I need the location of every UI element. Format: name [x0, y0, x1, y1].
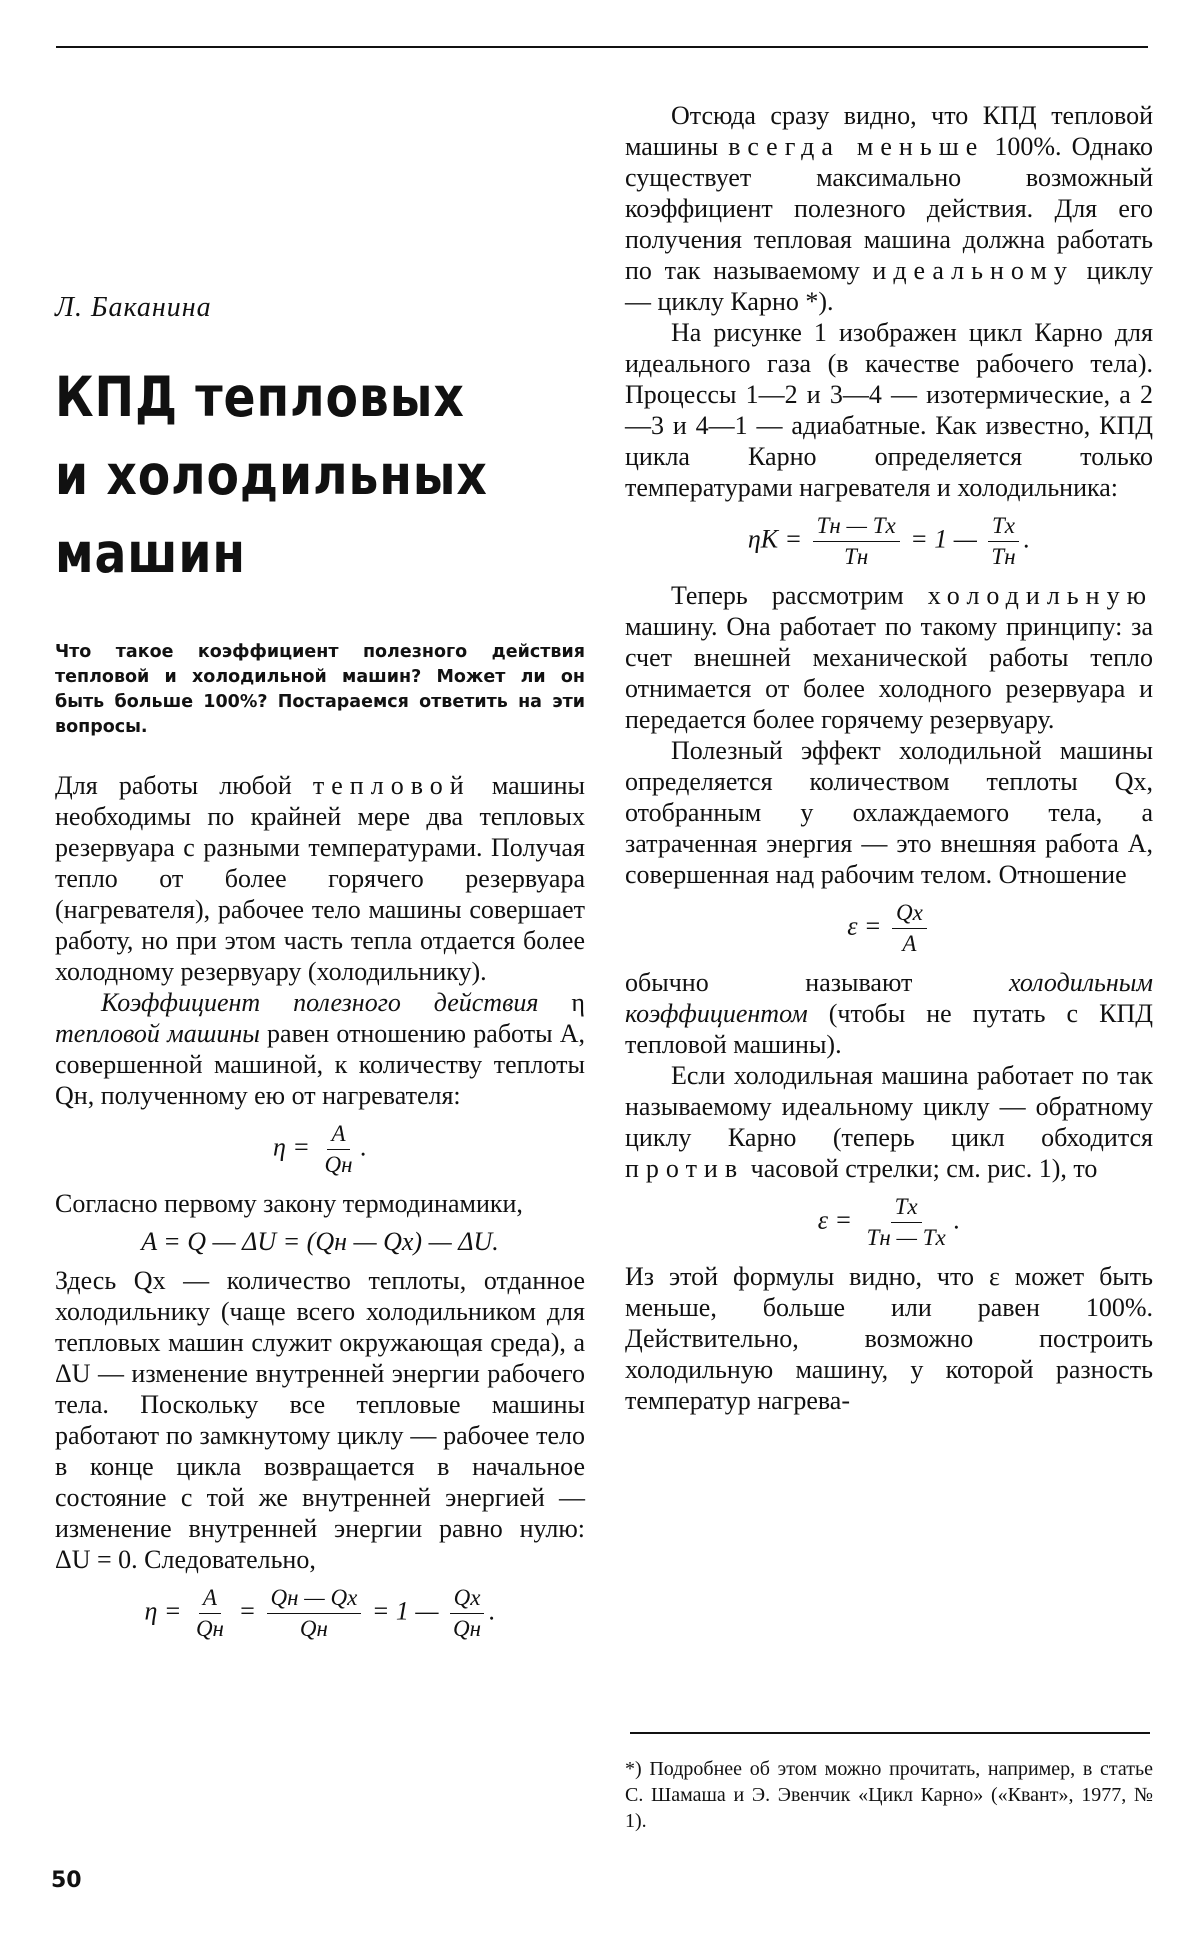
- footnote-rule: [630, 1732, 1150, 1734]
- paragraph: Коэффициент полезного действия η тепловой машины равен отношению работы A, совершенной машиной, к количеству теплоты Qн, полученному ею от нагревателя:: [55, 988, 586, 1110]
- paragraph: обычно называют холодильным коэффициентом (чтобы не путать с КПД тепловой машины).: [625, 968, 1153, 1059]
- formula-ideal-cooling: ε = $\frac{Tх}{Tн — Tх}$ .: [817, 1194, 961, 1250]
- paragraph: Отсюда сразу видно, что КПД тепловой машины всегда меньше 100%. Однако существует максимально возможный коэффициент полезного действия. Для его получения тепловая машина должна работать по так называемому идеальному циклу — циклу Карно *).: [625, 101, 1153, 316]
- title-line-3: машин: [55, 521, 246, 585]
- formula-carnot-efficiency: ηК = $\frac{Tн — Tх}{Tн}$ = 1 — $\frac{Tх}{Tн}$ .: [747, 513, 1031, 569]
- paragraph: Теперь рассмотрим холодильную машину. Она работает по такому принципу: за счет внешней механической работы тепло отнимается от более холодного резервуара и передается более горячему резервуару.: [625, 581, 1153, 734]
- paragraph: Полезный эффект холодильной машины определяется количеством теплоты Qх, отобранным у охлаждаемого тела, а затраченная энергия — это внешняя работа A, совершенная над рабочим телом. Отношение: [625, 736, 1153, 889]
- lead-paragraph: Что такое коэффициент полезного действия тепловой и холодильной машин? Может ли он быть больше 100%? Постараемся ответить на эти вопросы.: [55, 642, 585, 737]
- paragraph: Согласно первому закону термодинамики,: [55, 1189, 523, 1218]
- paragraph: Здесь Qх — количество теплоты, отданное холодильнику (чаще всего холодильником для тепловых машин служит окружающая среда), а ΔU — изменение внутренней энергии рабочего тела. Поскольку все тепловые машины работают по замкнутому циклу — рабочее тело в конце цикла возвращается в начальное состояние с той же внутренней энергией — изменение внутренней энергии равно нулю: ΔU = 0. Следовательно,: [55, 1266, 585, 1574]
- formula-first-law: A = Q — ΔU = (Qн — Qх) — ΔU.: [141, 1227, 499, 1256]
- footnote: *) Подробнее об этом можно прочитать, например, в статье С. Шамаша и Э. Эвенчик «Цикл Карно» («Квант», 1977, № 1).: [625, 1758, 1153, 1832]
- page-number: 50: [51, 1868, 82, 1893]
- right-column: [625, 100, 1153, 1416]
- paragraph: Из этой формулы видно, что ε может быть меньше, больше или равен 100%. Действительно, возможно построить холодильную машину, у которой разность температур нагрева-: [625, 1262, 1153, 1415]
- formula-cooling-coefficient: ε = $\frac{Qх}{A}$: [625, 898, 1153, 959]
- paragraph: На рисунке 1 изображен цикл Карно для идеального газа (в качестве рабочего тела). Процессы 1—2 и 3—4 — изотермические, а 2—3 и 4—1 — адиабатные. Как известно, КПД цикла Карно определяется только температурами нагревателя и холодильника:: [625, 318, 1153, 502]
- formula-efficiency-expanded: η = $\frac{A}{Qн}$ = $\frac{Qн — Qх}{Qн}$ = 1 — $\frac{Qх}{Qн}$ .: [144, 1585, 496, 1641]
- paragraph: Для работы любой тепловой машины необходимы по крайней мере два тепловых резервуара с разными температурами. Получая тепло от более горячего резервуара (нагревателя), рабочее тело машины совершает работу, но при этом часть тепла отдается более холодному резервуару (холодильнику).: [55, 771, 585, 986]
- author: Л. Баканина: [55, 292, 212, 323]
- top-rule: [56, 46, 1148, 48]
- paragraph: Если холодильная машина работает по так называемому идеальному циклу — обратному циклу Карно (теперь цикл обходится против часовой стрелки; см. рис. 1), то: [625, 1061, 1153, 1183]
- title-line-1: КПД тепловых: [55, 365, 465, 429]
- title-line-2: и холодильных: [55, 443, 488, 507]
- article-title: [55, 358, 488, 592]
- left-body: [55, 770, 585, 1652]
- formula-efficiency: η = $\frac{A}{Qн}$ .: [273, 1121, 367, 1177]
